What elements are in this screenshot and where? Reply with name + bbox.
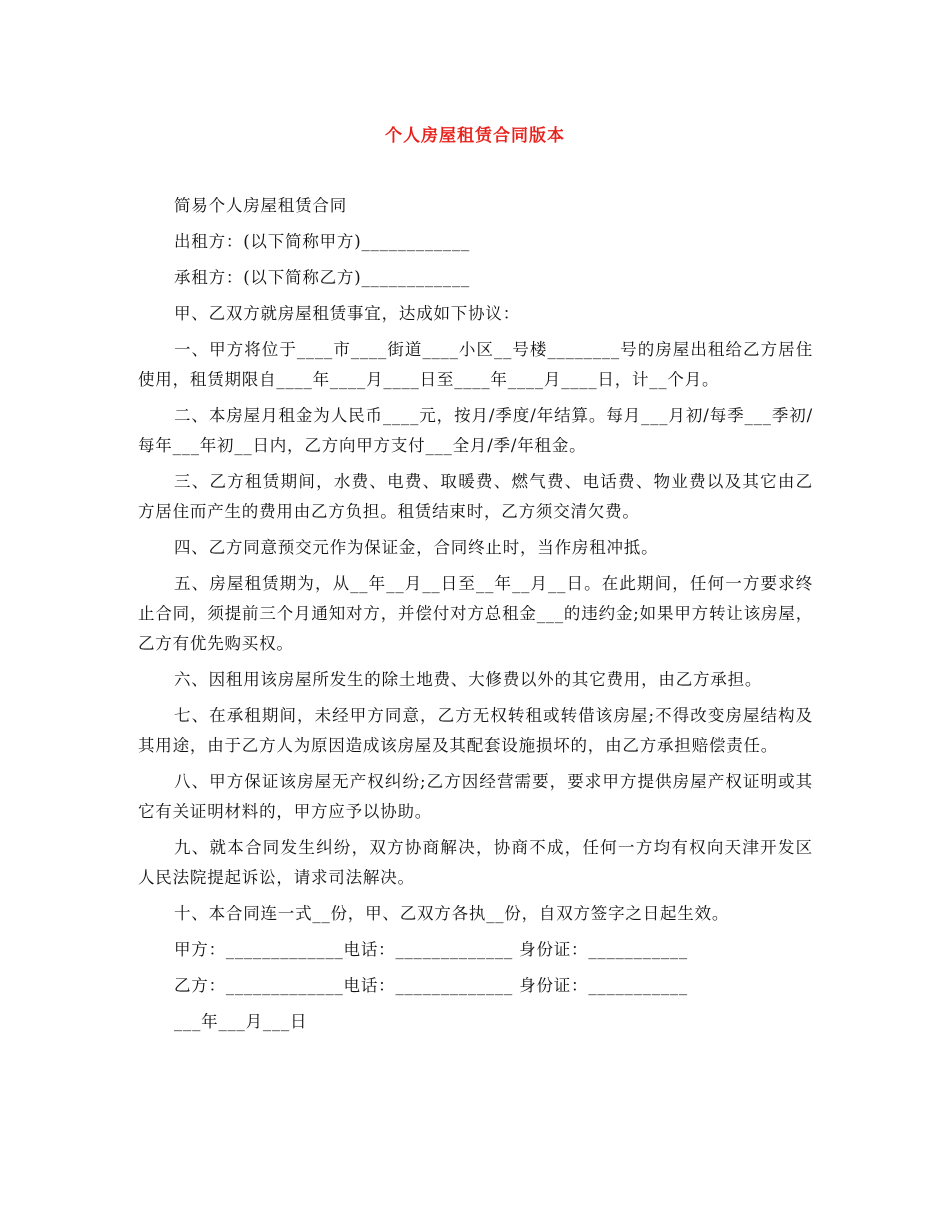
clause-1: 一、甲方将位于____市____街道____小区__号楼________号的房屋出租给乙方居住使用，租赁期限自____年____月____日至____年____月____日，计__个月。 <box>138 340 813 389</box>
clause-9: 九、就本合同发生纠纷，双方协商解决，协商不成，任何一方均有权向天津开发区人民法院提起诉讼，请求司法解决。 <box>138 838 813 887</box>
clause-8: 八、甲方保证该房屋无产权纠纷;乙方因经营需要，要求甲方提供房屋产权证明或其它有关证明材料的，甲方应予以协助。 <box>138 772 813 821</box>
contract-heading: 简易个人房屋租赁合同 <box>174 196 347 215</box>
party-a-signature-line: 甲方：_____________电话：_____________ 身份证：___________ <box>174 940 688 959</box>
clause-6: 六、因租用该房屋所发生的除土地费、大修费以外的其它费用，由乙方承担。 <box>174 670 763 689</box>
signing-date-line: ___年___月___日 <box>174 1012 308 1031</box>
clause-10: 十、本合同连一式__份，甲、乙双方各执__份，自双方签字之日起生效。 <box>174 904 730 923</box>
lessee-line: 承租方：(以下简称乙方)____________ <box>174 268 471 287</box>
document-body <box>138 191 813 1043</box>
lessor-line: 出租方：(以下简称甲方)____________ <box>174 232 471 251</box>
clause-5: 五、房屋租赁期为，从__年__月__日至__年__月__日。在此期间，任何一方要求终止合同，须提前三个月通知对方，并偿付对方总租金___的违约金;如果甲方转让该房屋，乙方有优先购买权。 <box>138 574 813 653</box>
clause-3: 三、乙方租赁期间，水费、电费、取暖费、燃气费、电话费、物业费以及其它由乙方居住而产生的费用由乙方负担。租赁结束时，乙方须交清欠费。 <box>138 472 813 521</box>
clause-4: 四、乙方同意预交元作为保证金，合同终止时，当作房租冲抵。 <box>174 538 659 557</box>
party-b-signature-line: 乙方：_____________电话：_____________ 身份证：___________ <box>174 976 688 995</box>
clause-2: 二、本房屋月租金为人民币____元，按月/季度/年结算。每月___月初/每季___季初/每年___年初__日内，乙方向甲方支付___全月/季/年租金。 <box>138 406 813 455</box>
clause-7: 七、在承租期间，未经甲方同意，乙方无权转租或转借该房屋;不得改变房屋结构及其用途，由于乙方人为原因造成该房屋及其配套设施损坏的，由乙方承担赔偿责任。 <box>138 706 813 755</box>
document-title: 个人房屋租赁合同版本 <box>385 126 565 146</box>
agreement-intro: 甲、乙双方就房屋租赁事宜，达成如下协议： <box>174 304 520 323</box>
